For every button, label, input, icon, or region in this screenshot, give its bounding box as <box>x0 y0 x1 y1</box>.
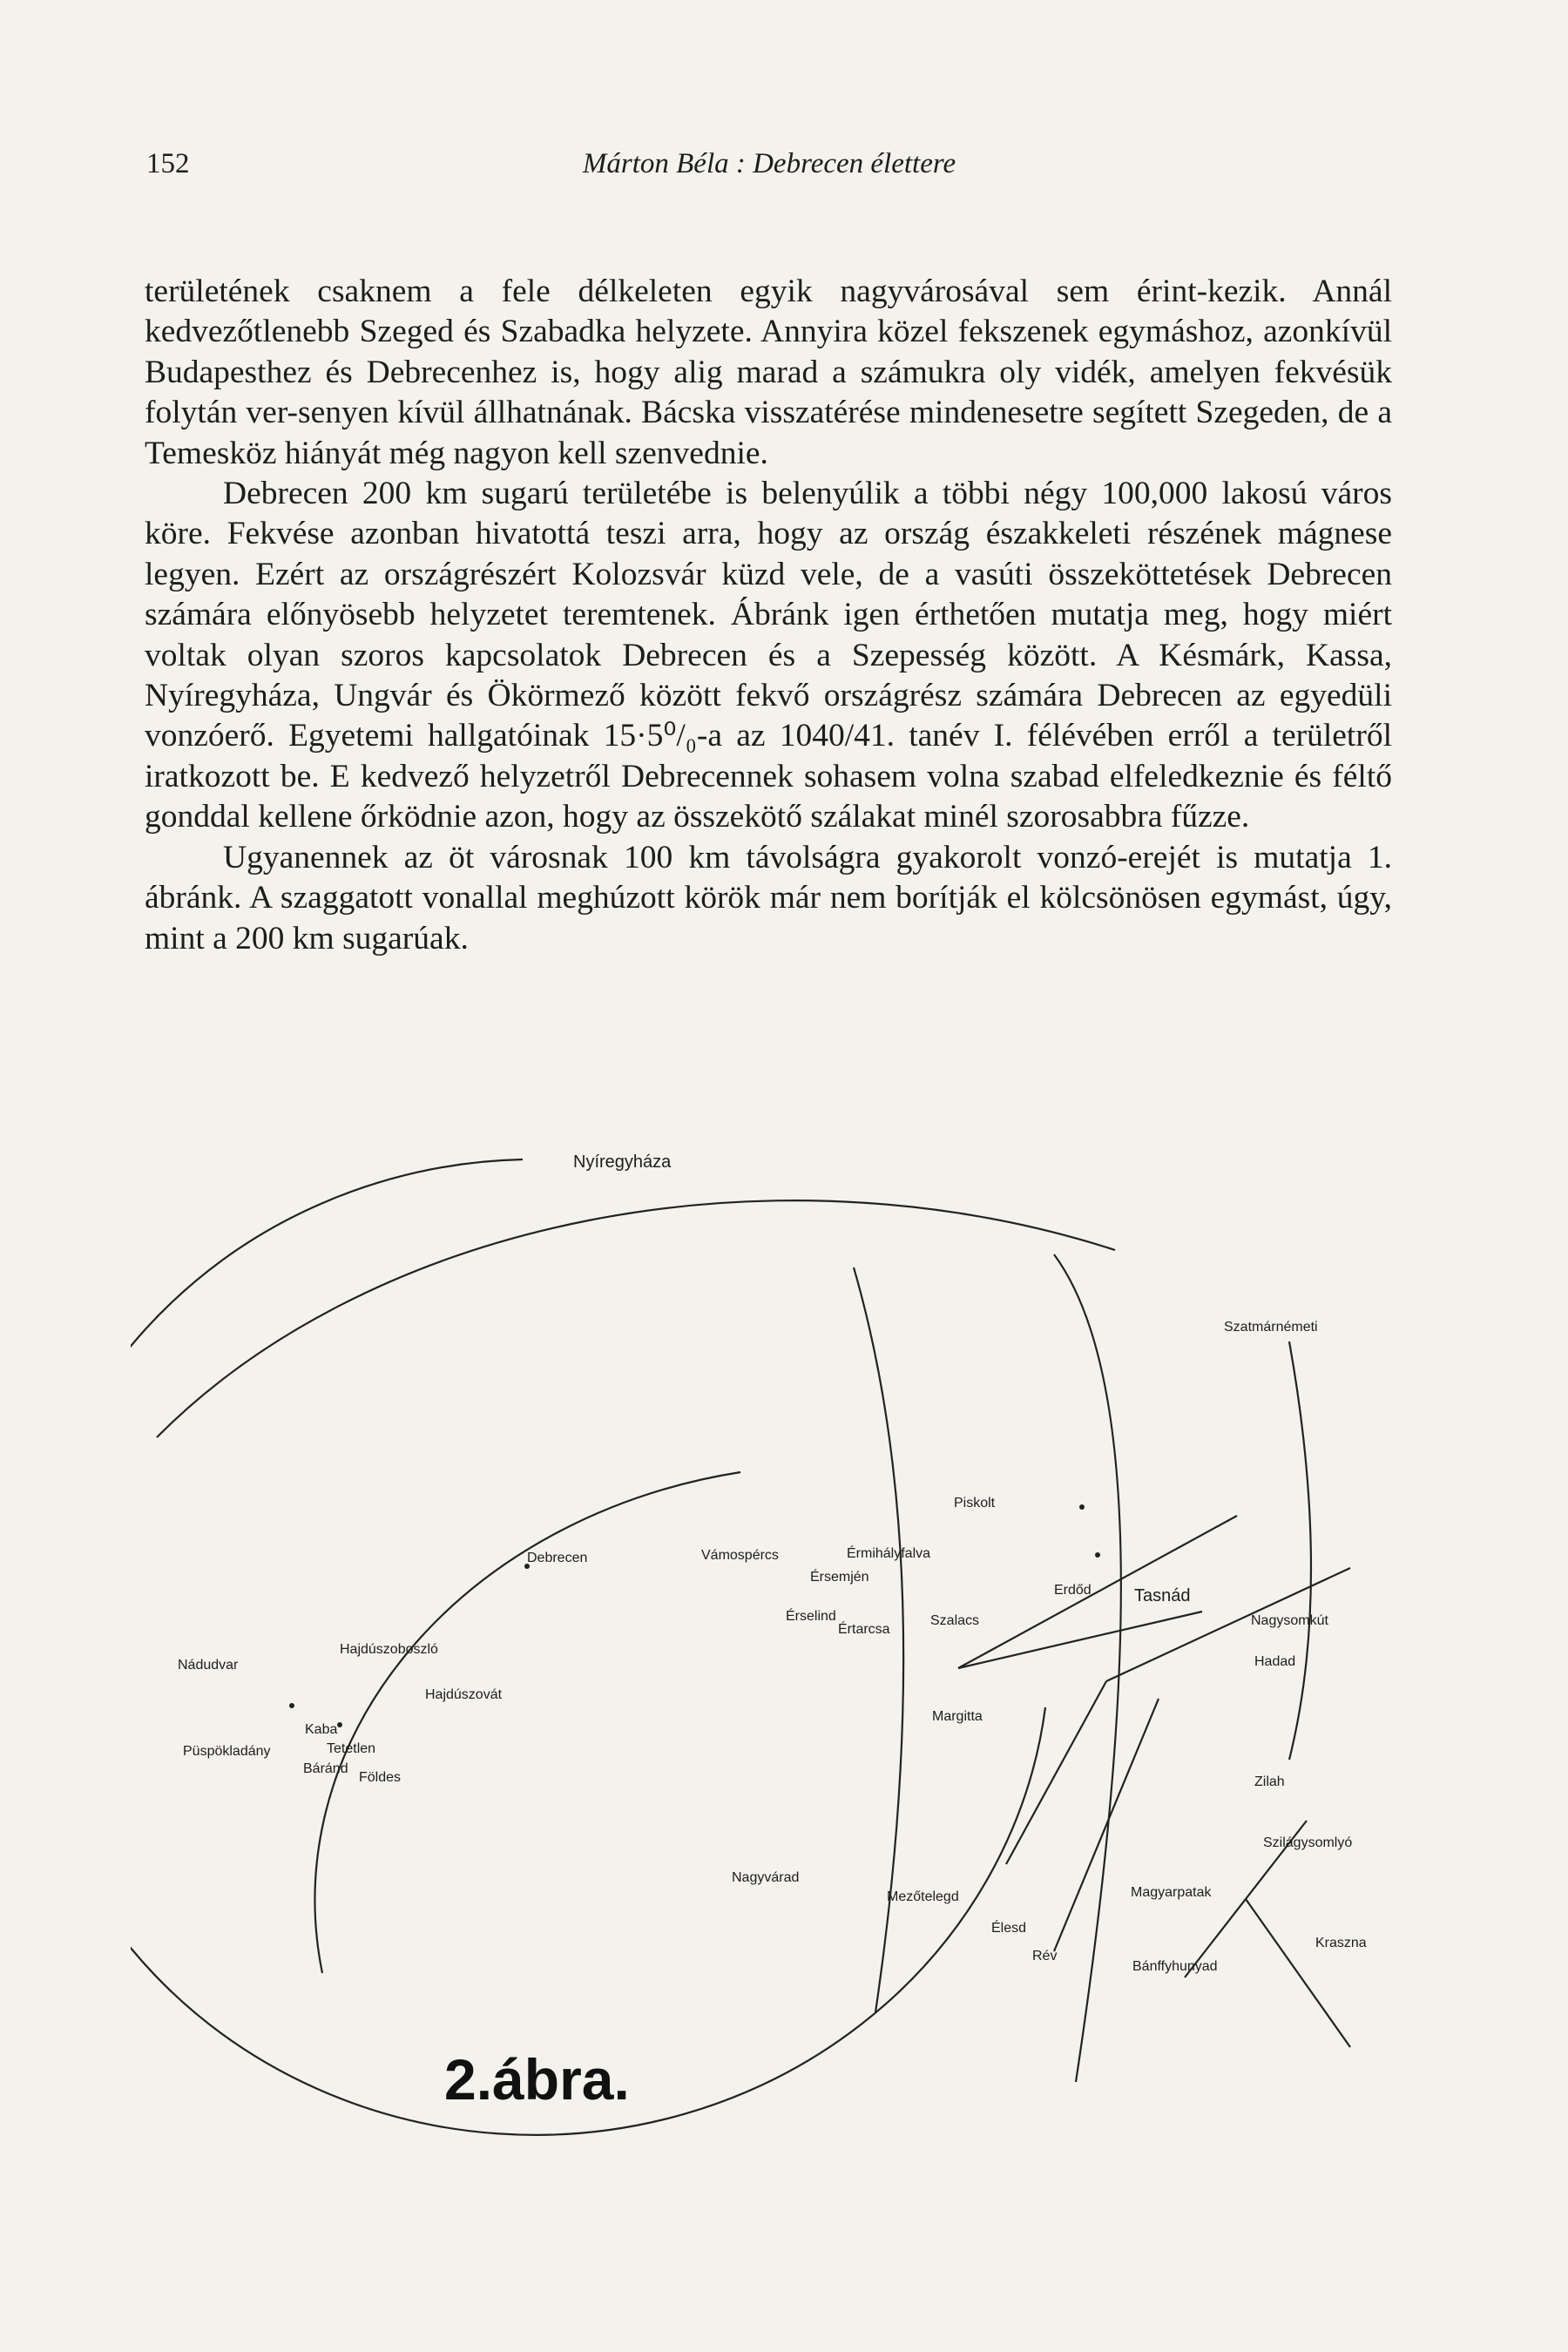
ray-line-1 <box>958 1516 1237 1668</box>
attraction-circles-map <box>131 1132 1394 2152</box>
circle-arc-far-right <box>1289 1342 1311 1760</box>
label-piskolt: Piskolt <box>954 1496 996 1511</box>
label-banffyhunyad: Bánffyhunyad <box>1132 1959 1218 1974</box>
figure-caption: 2.ábra. <box>444 2047 630 2112</box>
label-tasnad: Tasnád <box>1134 1586 1191 1605</box>
label-nagysomkut: Nagysomkút <box>1251 1613 1328 1628</box>
ray-line-5 <box>1054 1699 1159 1951</box>
label-szalacs: Szalacs <box>930 1613 980 1628</box>
label-nadudvar: Nádudvar <box>178 1658 239 1673</box>
label-magyarpatak: Magyarpatak <box>1131 1885 1212 1900</box>
circle-arc-lower <box>315 1472 740 1973</box>
label-hajduszovat: Hajdúszovát <box>425 1687 503 1702</box>
figure-2-map <box>131 1132 1394 2152</box>
label-vamospercs: Vámospércs <box>701 1548 779 1563</box>
label-rev: Rév <box>1032 1949 1058 1963</box>
label-nyiregyhaza: Nyíregyháza <box>573 1152 672 1172</box>
label-ersemjen: Érsemjén <box>810 1570 869 1585</box>
label-elesd: Élesd <box>991 1921 1027 1936</box>
label-erdod: Erdőd <box>1054 1583 1092 1598</box>
label-mezotelegd: Mezőtelegd <box>887 1889 959 1904</box>
paragraph-3: Ugyanennek az öt városnak 100 km távolságra gyakorolt vonzó-erejét is mutatja 1. ábránk. A szaggatott vonallal meghúzott körök már nem borítják el kölcsönösen egymást, úgy, mint a 200 km sugarúak. <box>145 839 1392 956</box>
circle-arc-upper <box>157 1200 1115 1437</box>
running-title: Márton Béla : Debrecen élettere <box>582 148 956 179</box>
page-number: 152 <box>146 148 190 179</box>
circle-200km-left <box>131 1159 1045 2135</box>
label-puspokladany: Püspökladány <box>183 1744 271 1759</box>
circle-arc-right <box>1054 1254 1121 2082</box>
paragraph-2: Debrecen 200 km sugarú területébe is belenyúlik a többi négy 100,000 lakosú város köre. Fekvése azonban hivatottá teszi arra, hogy az ország északkeleti részének mágnese legyen. Ezért az országrészért Kolozsvár küzd vele, de a vasúti összeköttetések Debrecen számára előnyösebb helyzetet teremtenek. Ábránk igen érthetően mutatja meg, hogy miért voltak olyan szoros kapcsolatok Debrecen és a Szepesség között. A Késmárk, Kassa, Nyíregyháza, Ungvár és Ökörmező között fekvő országrész számára Debrecen az egyedüli vonzóerő. Egyetemi hallgatóinak 15·5⁰/₀-a az 1040/41. tanév I. félévében erről a területről iratkozott be. E kedvező helyzetről Debrecennek sohasem volna szabad elfeledkeznie és féltő gonddal kellene őrködnie azon, hogy az összekötő szálakat minél szorosabbra fűzze. <box>145 476 1392 835</box>
label-szatmarnemeti: Szatmárnémeti <box>1224 1320 1318 1335</box>
label-margitta: Margitta <box>932 1709 983 1724</box>
label-zilah: Zilah <box>1254 1774 1285 1789</box>
label-ertarcsa: Értarcsa <box>838 1622 890 1637</box>
label-barand: Báránd <box>303 1761 348 1776</box>
ray-line-4 <box>1006 1681 1106 1864</box>
label-ermihalyfalva: Érmihályfalva <box>847 1546 931 1561</box>
ray-line-2 <box>958 1612 1202 1668</box>
body-text <box>145 272 1392 959</box>
label-hajduszoboszlo: Hajdúszoboszló <box>340 1642 438 1657</box>
ray-line-7 <box>1246 1899 1350 2047</box>
running-header <box>146 148 1392 192</box>
paragraph-1: területének csaknem a fele délkeleten egyik nagyvárosával sem érint-kezik. Annál kedvezőtlenebb Szeged és Szabadka helyzete. Annyira közel fekszenek egymáshoz, azonkívül Budapesthez és Debrecenhez is, hogy alig marad a számukra oly vidék, amelyen fekvésük folytán ver-senyen kívül állhatnának. Bácska visszatérése mindenesetre segített Szegeden, de a Temesköz hiányát még nagyon kell szenvednie. <box>145 274 1392 471</box>
label-foldes: Földes <box>359 1770 402 1785</box>
label-szilagysomlyo: Szilágysomlyó <box>1263 1835 1353 1850</box>
label-kraszna: Kraszna <box>1315 1936 1367 1950</box>
label-kaba: Kaba <box>305 1722 338 1737</box>
label-debrecen: Debrecen <box>527 1551 588 1565</box>
label-tetetlen: Tetétlen <box>327 1741 376 1756</box>
label-hadad: Hadad <box>1254 1654 1296 1669</box>
label-erselind: Érselind <box>786 1609 836 1624</box>
label-nagyvarad: Nagyvárad <box>732 1870 800 1885</box>
